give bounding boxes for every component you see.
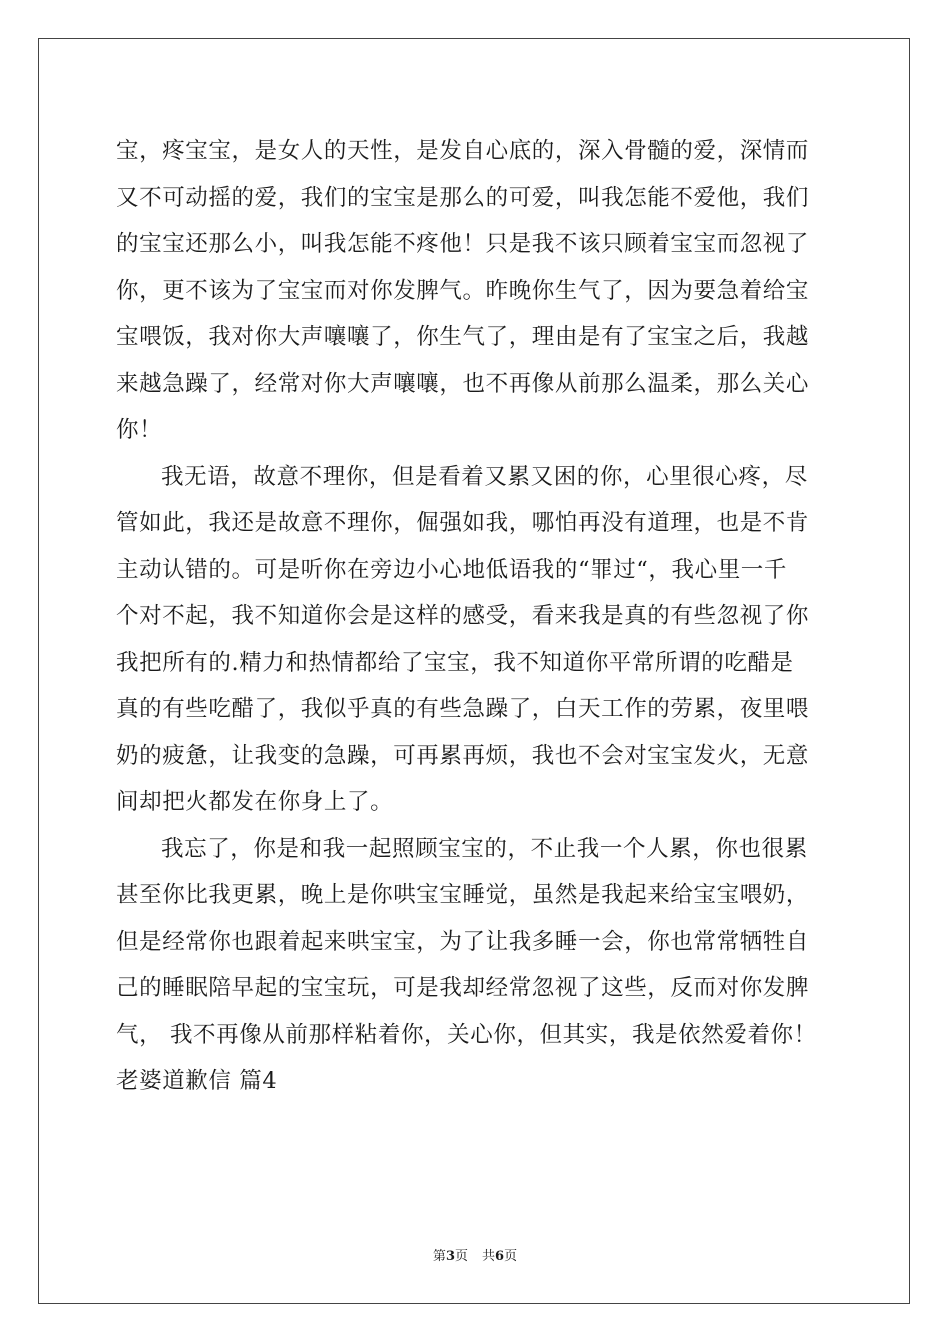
page-prefix: 第 [432, 1249, 446, 1264]
text-line: 的宝宝还那么小，叫我怎能不疼他！只是我不该只顾着宝宝而忽视了 [116, 231, 810, 257]
total-suffix: 页 [504, 1249, 518, 1264]
text-line: 奶的疲惫，让我变的急躁，可再累再烦，我也不会对宝宝发火，无意 [116, 742, 810, 769]
text-line: 间却把火都发在你身上了。 [116, 789, 394, 815]
total-prefix: 共 [482, 1249, 496, 1264]
text-line: 管如此，我还是故意不理你，倔强如我，哪怕再没有道理，也是不肯 [116, 510, 810, 536]
paragraph-1 [116, 128, 834, 454]
text-line: 我无语，故意不理你，但是看着又累又困的你，心里很心疼，尽 [161, 463, 808, 490]
text-line: 来越急躁了，经常对你大声嚷嚷，也不再像从前那么温柔，那么关心 [116, 370, 810, 397]
document-body [116, 128, 834, 1105]
text-line: 你！ [116, 417, 163, 443]
text-line: 主动认错的。可是听你在旁边小心地低语我的“罪过“，我心里一千 [116, 556, 788, 583]
text-line: 个对不起，我不知道你会是这样的感受，看来我是真的有些忽视了你 [116, 603, 810, 629]
page-number: 3 [445, 1249, 455, 1264]
text-line: 甚至你比我更累，晚上是你哄宝宝睡觉，虽然是我起来给宝宝喂奶， [116, 882, 810, 908]
text-line: 真的有些吃醋了，我似乎真的有些急躁了，白天工作的劳累，夜里喂 [116, 696, 810, 722]
text-line: 己的睡眠陪早起的宝宝玩，可是我却经常忽视了这些，反而对你发脾 [116, 975, 810, 1001]
page-suffix: 页 [454, 1249, 468, 1264]
text-line: 宝喂饭，我对你大声嚷嚷了，你生气了，理由是有了宝宝之后，我越 [116, 324, 810, 350]
paragraph-3 [116, 826, 834, 1059]
text-line: 我把所有的.精力和热情都给了宝宝，我不知道你平常所谓的吃醋是 [116, 649, 794, 676]
text-line: 宝，疼宝宝，是女人的天性，是发自心底的，深入骨髓的爱，深情而 [116, 138, 810, 164]
page-footer [0, 1248, 950, 1266]
text-line: 气， 我不再像从前那样粘着你，关心你，但其实，我是依然爱着你！ [116, 1021, 817, 1048]
text-line: 又不可动摇的爱，我们的宝宝是那么的可爱，叫我怎能不爱他，我们 [116, 184, 810, 211]
section-heading: 老婆道歉信 篇4 [116, 1068, 278, 1094]
text-line: 但是经常你也跟着起来哄宝宝，为了让我多睡一会，你也常常牺牲自 [116, 928, 810, 955]
text-line: 你，更不该为了宝宝而对你发脾气。昨晚你生气了，因为要急着给宝 [116, 277, 810, 304]
total-pages: 6 [495, 1249, 505, 1264]
paragraph-2 [116, 454, 834, 826]
text-line: 我忘了，你是和我一起照顾宝宝的，不止我一个人累，你也很累 [161, 835, 808, 862]
